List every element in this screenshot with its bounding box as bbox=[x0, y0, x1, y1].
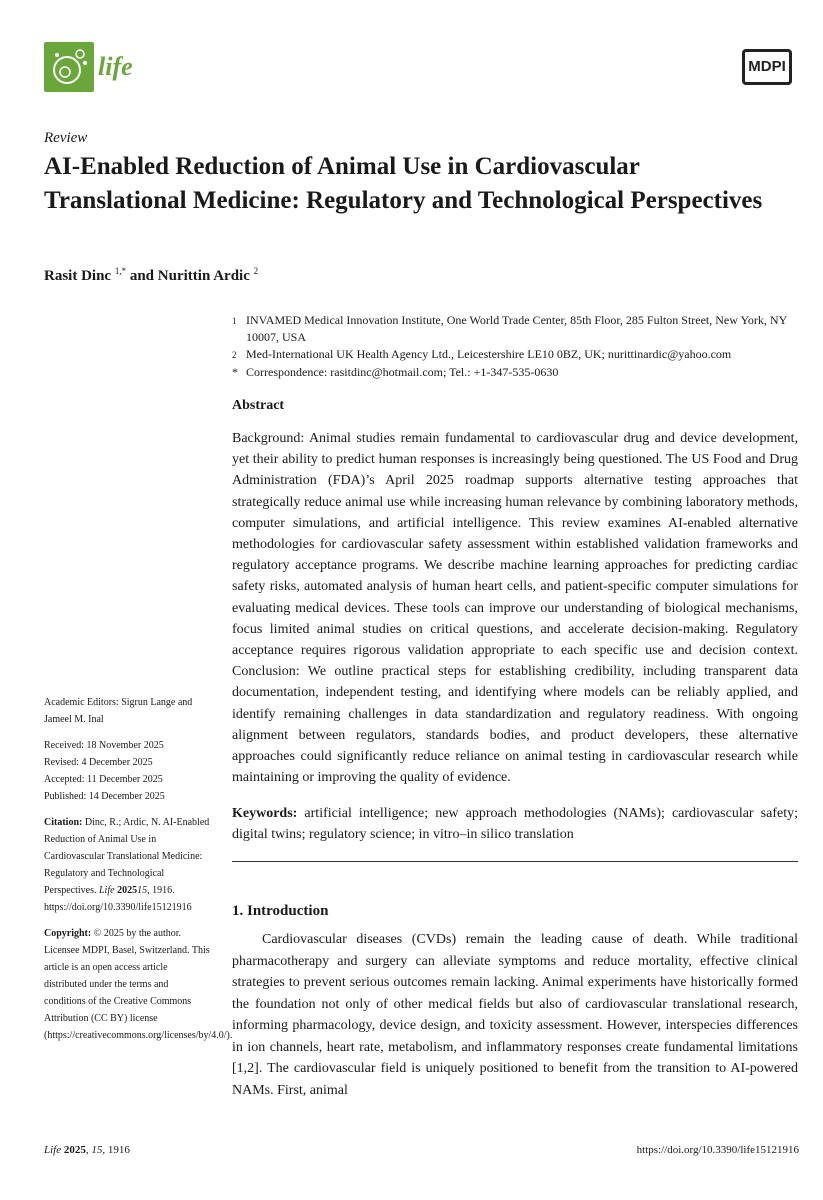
affiliation-text: INVAMED Medical Innovation Institute, One World Trade Center, 85th Floor, 285 Fulton Street, New York, NY 10007, USA bbox=[246, 313, 787, 344]
author-affiliation-mark: 2 bbox=[253, 266, 259, 276]
copyright-label: Copyright: bbox=[44, 928, 92, 939]
introduction-text: Cardiovascular diseases (CVDs) remain the leading cause of death. While traditional pharmacotherapy and surgery can alleviate symptoms and reduce mortality, effective clinical strategies to prevent serious outcomes remain lacking. Animal experiments have historically formed the foundation not only of other medical fields but also of cardiovascular translational research, informing pharmacology, device design, and toxicity assessment. However, interspecies differences in ion channels, heart rate, metabolism, and inflammatory responses create fundamental limitations [1,2]. The cardiovascular field is uniquely positioned to benefit from the transition to AI-powered NAMs. First, animal bbox=[232, 932, 798, 1098]
author-name[interactable]: Nurittin Ardic bbox=[157, 268, 250, 284]
footer-citation: Life 2025, 15, 1916 bbox=[44, 1144, 130, 1156]
publisher-logo-text: MDPI bbox=[742, 49, 792, 85]
copyright bbox=[44, 925, 233, 1044]
sidebar bbox=[44, 694, 233, 1053]
section-heading: 1. Introduction bbox=[232, 903, 329, 919]
academic-editors: Academic Editors: Sigrun Lange and Jameel M. Inal bbox=[44, 697, 193, 725]
footer-doi-link[interactable]: https://doi.org/10.3390/life15121916 bbox=[636, 1144, 799, 1156]
revised-date: Revised: 4 December 2025 bbox=[44, 757, 153, 768]
citation-text: Dinc, R.; Ardic, N. AI-Enabled Reduction of Animal Use in Cardiovascular Translational Medicine: Regulatory and Technological Perspectives. bbox=[44, 817, 210, 896]
citation-label: Citation: bbox=[44, 817, 83, 828]
footer-article-number: 1916 bbox=[107, 1144, 130, 1156]
citation-journal: Life bbox=[99, 885, 115, 896]
publication-dates bbox=[44, 737, 212, 805]
author-name[interactable]: Rasit Dinc bbox=[44, 268, 112, 284]
footer-year: 2025 bbox=[63, 1144, 86, 1156]
citation-doi-link[interactable]: , 1916. https://doi.org/10.3390/life15121916 bbox=[44, 885, 192, 913]
publisher-logo bbox=[739, 44, 799, 90]
correspondence-text: Correspondence: rasitdinc@hotmail.com; Tel.: +1-347-535-0630 bbox=[246, 365, 559, 379]
affiliation-item bbox=[232, 312, 792, 346]
article-title: AI-Enabled Reduction of Animal Use in Cardiovascular Translational Medicine: Regulatory and Technological Perspectives bbox=[44, 153, 763, 214]
cell-icon bbox=[44, 42, 94, 92]
affiliations bbox=[232, 312, 792, 381]
author-affiliation-mark: 1,* bbox=[114, 266, 127, 276]
journal-logo bbox=[44, 42, 94, 92]
author-separator: and bbox=[129, 268, 158, 284]
citation bbox=[44, 814, 212, 916]
published-date: Published: 14 December 2025 bbox=[44, 791, 165, 802]
abstract-heading: Abstract bbox=[232, 398, 285, 413]
keywords-label: Keywords: bbox=[232, 806, 298, 821]
affiliation-mark: * bbox=[232, 365, 238, 379]
affiliation-mark: 2 bbox=[232, 350, 237, 360]
accepted-date: Accepted: 11 December 2025 bbox=[44, 774, 163, 785]
citation-year: 2025 bbox=[117, 885, 138, 896]
correspondence-item bbox=[232, 364, 792, 381]
article-type: Review bbox=[44, 130, 88, 146]
footer-journal: Life bbox=[44, 1144, 62, 1156]
affiliation-text: Med-International UK Health Agency Ltd., Leicestershire LE10 0BZ, UK; nurittinardic@yahoo.com bbox=[246, 347, 732, 361]
copyright-text: © 2025 by the author. Licensee MDPI, Basel, Switzerland. This article is an open access article distributed under the terms and conditions of the Creative Commons Attribution (CC BY) license (https://creativecommons.org/licenses/by/4.0/). bbox=[44, 928, 233, 1041]
keywords-text: artificial intelligence; new approach methodologies (NAMs); cardiovascular safety; digital twins; regulatory science; in vitro–in silico translation bbox=[232, 806, 798, 842]
abstract-text: Background: Animal studies remain fundamental to cardiovascular drug and device development, yet their ability to predict human responses is increasingly being questioned. The US Food and Drug Administration (FDA)’s April 2025 roadmap supports alternative testing approaches that strategically reduce animal use while increasing human relevance by combining laboratory methods, computer simulations, and artificial intelligence. This review examines AI-enabled alternative methodologies for cardiovascular safety assessment within established validation frameworks and regulatory acceptance programs. We describe machine learning approaches for predicting cardiac safety risks, automated analysis of human heart cells, and patient-specific computer simulations for evaluating medical devices. These tools can improve our understanding of biological mechanisms, focus limited animal studies on critical questions, and accelerate decision-making. Regulatory acceptance requires rigorous validation appropriate to each specific use and decision context. Conclusion: We outline practical steps for establishing credibility, including transparent data documentation, independent testing, and identifying where models can be reliably applied, and identify remaining challenges in data standardization and regulatory readiness. With ongoing alignment between regulators, standards bodies, and product developers, these alternative approaches could significantly reduce reliance on animal testing in cardiovascular research while maintaining or improving the quality of evidence. bbox=[232, 431, 798, 786]
affiliation-item bbox=[232, 346, 792, 364]
author-list bbox=[44, 266, 258, 285]
divider bbox=[232, 861, 798, 862]
affiliation-mark: 1 bbox=[232, 316, 237, 326]
journal-name: life bbox=[98, 52, 133, 81]
footer-volume: 15 bbox=[91, 1144, 103, 1156]
citation-volume: 15 bbox=[137, 885, 148, 896]
keywords bbox=[232, 803, 798, 845]
received-date: Received: 18 November 2025 bbox=[44, 740, 164, 751]
